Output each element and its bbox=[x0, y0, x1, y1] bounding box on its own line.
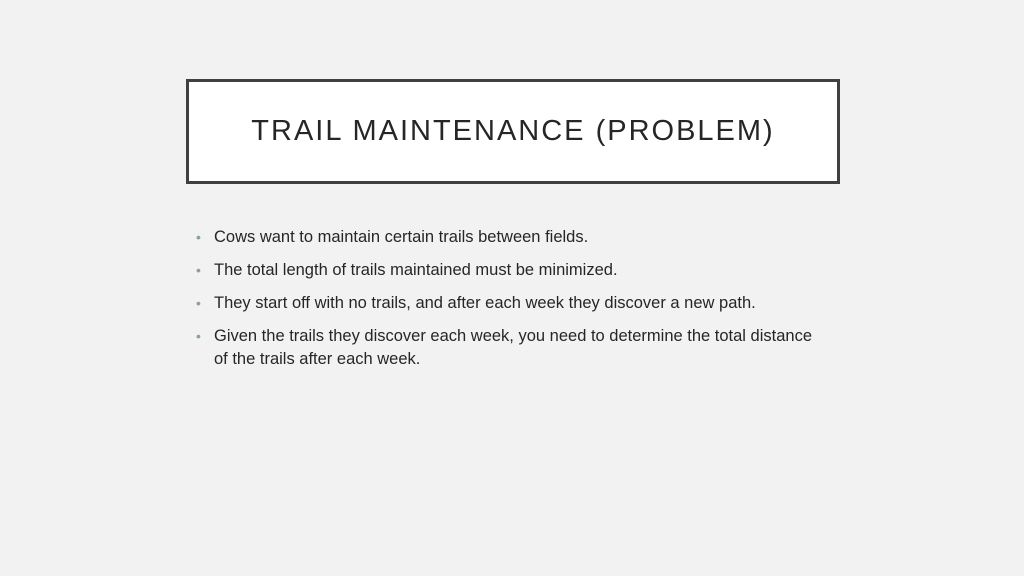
bullet-item bbox=[196, 259, 816, 282]
slide-title: TRAIL MAINTENANCE (PROBLEM) bbox=[251, 115, 775, 147]
bullet-text: Cows want to maintain certain trails between fields. bbox=[214, 228, 589, 246]
bullet-dot-icon: • bbox=[196, 262, 201, 278]
bullet-dot-icon: • bbox=[196, 295, 201, 311]
title-box bbox=[186, 79, 840, 184]
bullet-item bbox=[196, 226, 816, 249]
bullet-text: The total length of trails maintained must be minimized. bbox=[214, 261, 618, 279]
bullet-dot-icon: • bbox=[196, 229, 201, 245]
bullet-item bbox=[196, 325, 816, 371]
bullet-text: They start off with no trails, and after each week they discover a new path. bbox=[214, 294, 756, 312]
bullet-text: Given the trails they discover each week, you need to determine the total distance of the trails after each week. bbox=[214, 327, 813, 368]
bullet-list bbox=[196, 226, 816, 381]
bullet-item bbox=[196, 292, 816, 315]
bullet-dot-icon: • bbox=[196, 328, 201, 344]
